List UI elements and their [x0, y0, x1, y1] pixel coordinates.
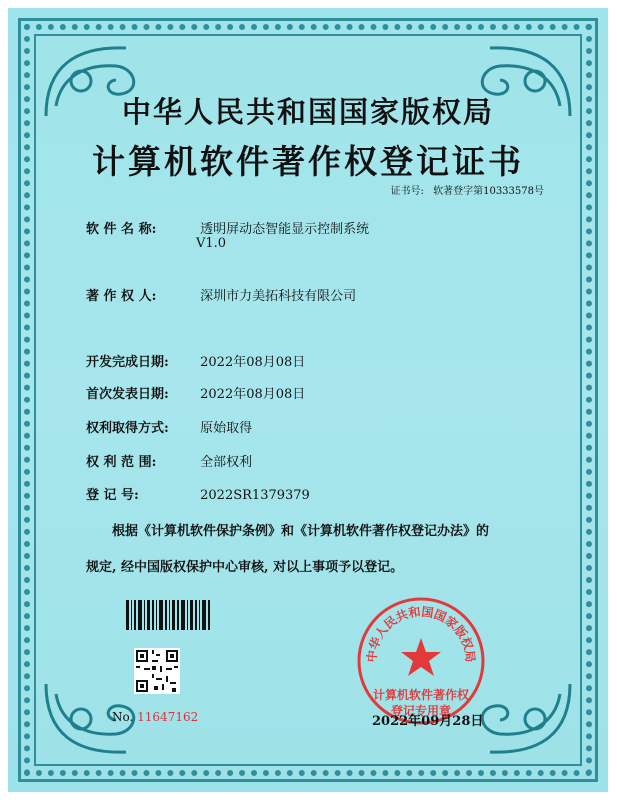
serial-number: [112, 710, 198, 724]
acquisition-row: [86, 417, 252, 436]
software-version-value: V1.0: [196, 236, 227, 251]
acquisition-value: 原始取得: [200, 421, 253, 436]
software-name-label: 软 件 名 称:: [86, 222, 157, 237]
registration-label: 登 记 号:: [86, 488, 139, 503]
certificate-number-value: 软著登字第10333578号: [433, 186, 544, 197]
copyright-owner-value: 深圳市力美拓科技有限公司: [200, 289, 357, 304]
copyright-owner-label: 著 作 权 人:: [86, 289, 157, 304]
software-name-value: 透明屏动态智能显示控制系统: [200, 222, 370, 237]
certificate-number: [385, 182, 544, 197]
seal-text-line-2: 登记专用章: [390, 704, 451, 718]
scope-label: 权 利 范 围:: [86, 455, 157, 470]
certificate: [8, 8, 608, 792]
certificate-title: 计算机软件著作权登记证书: [92, 142, 524, 181]
scope-value: 全部权利: [200, 455, 253, 470]
acquisition-label: 权利取得方式:: [86, 421, 169, 436]
registration-value: 2022SR1379379: [200, 488, 310, 503]
seal-text-line-1: 计算机软件著作权: [372, 688, 469, 702]
qr-code: [134, 648, 180, 694]
statement-line-1: 根据《计算机软件保护条例》和《计算机软件著作权登记办法》的: [112, 524, 490, 539]
issuer-title: 中华人民共和国国家版权局: [121, 95, 494, 129]
publication-date-value: 2022年08月08日: [200, 387, 306, 402]
serial-number-label: No.: [112, 710, 134, 724]
completion-date-value: 2022年08月08日: [200, 355, 306, 370]
barcode: [126, 600, 210, 630]
publication-date-label: 首次发表日期:: [86, 387, 169, 402]
seal-star: [401, 638, 441, 676]
statement-line-2: 规定, 经中国版权保护中心审核, 对以上事项予以登记。: [86, 560, 404, 575]
completion-date-row: [86, 351, 305, 370]
publication-date-row: [86, 383, 305, 402]
seal-arc-text: 中华人民共和国国家版权局: [364, 604, 478, 663]
certificate-number-label: 证书号:: [390, 186, 424, 197]
completion-date-label: 开发完成日期:: [86, 355, 169, 370]
scope-row: [86, 451, 252, 470]
serial-number-value: 11647162: [137, 710, 199, 724]
issue-date: 2022年09月28日: [372, 714, 484, 729]
registration-row: [86, 484, 310, 503]
software-name-row: [86, 218, 369, 237]
copyright-owner-row: [86, 285, 356, 304]
